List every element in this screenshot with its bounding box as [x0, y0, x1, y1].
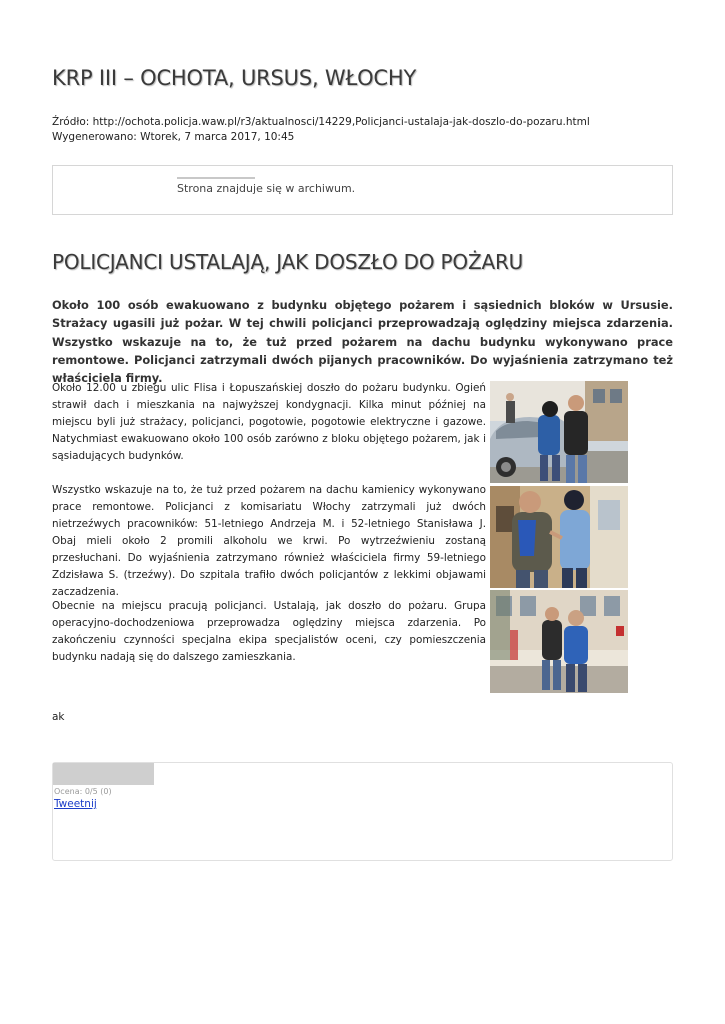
source-line: Źródło: http://ochota.policja.waw.pl/r3/aktualnosci/14229,Policjanci-ustalaja-jak-doszlo-do-pozaru.html — [52, 116, 590, 128]
site-title: KRP III – OCHOTA, URSUS, WŁOCHY — [52, 66, 417, 90]
article-paragraph-3: Obecnie na miejscu pracują policjanci. Ustalają, jak doszło do pożaru. Grupa operacyjno-dochodzeniowa przeprowadza oględziny miejsca zdarzenia. Po zakończeniu czynności specjalna ekipa specjalistów oceni, czy pomieszczenia budynku nadają się do dalszego zamieszkania. — [52, 600, 486, 663]
article-paragraph-1: Około 12.00 u zbiegu ulic Flisa i Łopuszańskiej doszło do pożaru budynku. Ogień strawił dach i mieszkania na najwyższej kondygnacji. Kilka minut później na miejscu byli już strażacy, policjanci, pogotowie, pogotowie elektryczne i gazowe. Natychmiast ewakuowano około 100 osób zarówno z bloku objętego pożarem, jak i sąsiadujących budynków. — [52, 382, 486, 462]
meta-info — [52, 115, 590, 145]
article-photo-3[interactable] — [490, 590, 628, 693]
rating-box — [52, 762, 673, 861]
rating-text: Ocena: 0/5 (0) — [54, 787, 112, 796]
article-photo-1[interactable] — [490, 381, 628, 483]
article-photo-2[interactable] — [490, 486, 628, 588]
generated-line: Wygenerowano: Wtorek, 7 marca 2017, 10:45 — [52, 131, 295, 143]
article-author: ak — [52, 711, 65, 723]
article-title: POLICJANCI USTALAJĄ, JAK DOSZŁO DO POŻARU — [52, 250, 524, 274]
tweet-link[interactable]: Tweetnij — [54, 798, 97, 810]
archive-notice: Strona znajduje się w archiwum. — [177, 182, 356, 195]
archive-divider — [177, 177, 255, 179]
archive-notice-box — [52, 165, 673, 215]
article-lead: Około 100 osób ewakuowano z budynku objętego pożarem i sąsiednich bloków w Ursusie. Strażacy ugasili już pożar. W tej chwili policjanci przeprowadzają oględziny miejsca zdarzenia. Wszystko wskazuje na to, że tuż przed pożarem na dachu budynku wykonywano prace remontowe. Policjanci zatrzymali dwóch pijanych pracowników. Do wyjaśnienia zatrzymano też właściciela firmy. — [52, 298, 673, 386]
rating-stars[interactable] — [53, 763, 154, 785]
article-paragraph-2: Wszystko wskazuje na to, że tuż przed pożarem na dachu kamienicy wykonywano prace remontowe. Policjanci z komisariatu Włochy zatrzymali już dwóch nietrzeźwych pracowników: 51-letniego Andrzeja M. i 52-letniego Stanisława J. Obaj mieli około 2 promili alkoholu we krwi. Po wytrzeźwieniu zostaną przesłuchani. Do wyjaśnienia zatrzymano również właściciela firmy 59-letniego Zdzisława S. (trzeźwy). Do szpitala trafiło dwóch policjantów z lekkimi objawami zaczadzenia. — [52, 484, 486, 598]
